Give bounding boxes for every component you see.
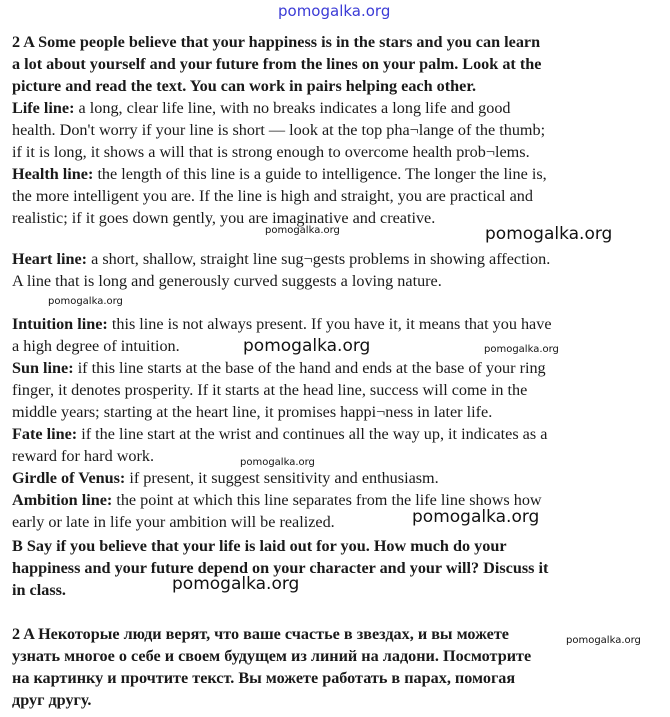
task-ru-line-2: узнать многое о себе и своем будущем из линий на ладони. Посмотрите: [12, 647, 532, 665]
ambition-line-text-1: the point at which this line separates from the life line shows how: [112, 491, 542, 509]
sun-line-term: Sun line:: [12, 359, 74, 377]
task-a-line-1: 2 A Some people believe that your happiness is in the stars and you can learn: [12, 33, 541, 51]
task-b-line-1: B Say if you believe that your life is laid out for you. How much do your: [12, 537, 507, 555]
watermark: pomogalka.org: [243, 336, 371, 356]
watermark-top: pomogalka.org: [278, 2, 391, 20]
watermark: pomogalka.org: [566, 635, 641, 646]
watermark: pomogalka.org: [412, 507, 540, 527]
fate-line-term: Fate line:: [12, 425, 78, 443]
task-ru-line-4: друг другу.: [12, 691, 92, 709]
intuition-line-text-2: a high degree of intuition.: [12, 337, 180, 355]
heart-line-text-2: A line that is long and generously curved suggests a loving nature.: [12, 272, 442, 290]
heart-line-entry: [12, 248, 550, 270]
task-b-line-2: happiness and your future depend on your character and your will? Discuss it: [12, 559, 549, 577]
life-line-text-2: health. Don't worry if your line is short — look at the top pha¬lange of the thumb;: [12, 121, 546, 139]
girdle-of-venus-text-1: if present, it suggest sensitivity and enthusiasm.: [125, 469, 439, 487]
life-line-term: Life line:: [12, 99, 75, 117]
watermark: pomogalka.org: [265, 225, 340, 236]
health-line-term: Health line:: [12, 165, 94, 183]
sun-line-text-1: if this line starts at the base of the hand and ends at the base of your ring: [73, 359, 546, 377]
health-line-text-1: the length of this line is a guide to intelligence. The longer the line is,: [93, 165, 547, 183]
girdle-of-venus-entry: [12, 467, 439, 489]
sun-line-text-2: finger, it denotes prosperity. If it starts at the head line, success will come in the: [12, 381, 528, 399]
health-line-text-3: realistic; if it goes down gently, you are imaginative and creative.: [12, 209, 436, 227]
heart-line-term: Heart line:: [12, 250, 88, 268]
fate-line-text-2: reward for hard work.: [12, 447, 155, 465]
sun-line-entry: [12, 357, 546, 379]
watermark: pomogalka.org: [485, 224, 613, 244]
life-line-text-3: if it is long, it shows a will that is strong enough to overcome health prob¬lems.: [12, 143, 530, 161]
heart-line-text-1: a short, shallow, straight line sug¬gests problems in showing affection.: [87, 250, 551, 268]
intuition-line-term: Intuition line:: [12, 315, 108, 333]
ambition-line-text-2: early or late in life your ambition will be realized.: [12, 513, 335, 531]
task-ru-line-3: на картинку и прочтите текст. Вы можете работать в парах, помогая: [12, 669, 516, 687]
life-line-entry: [12, 97, 511, 119]
girdle-of-venus-term: Girdle of Venus:: [12, 469, 126, 487]
life-line-text-1: a long, clear life line, with no breaks indicates a long life and good: [74, 99, 511, 117]
health-line-text-2: the more intelligent you are. If the line is high and straight, you are practical and: [12, 187, 533, 205]
fate-line-text-1: if the line start at the wrist and continues all the way up, it indicates as a: [77, 425, 548, 443]
watermark: pomogalka.org: [48, 296, 123, 307]
watermark: pomogalka.org: [172, 574, 300, 594]
task-b-line-3: in class.: [12, 581, 66, 599]
fate-line-entry: [12, 423, 547, 445]
watermark: pomogalka.org: [240, 457, 315, 468]
ambition-line-term: Ambition line:: [12, 491, 113, 509]
intuition-line-entry: [12, 313, 552, 335]
sun-line-text-3: middle years; starting at the heart line, it promises happi¬ness in later life.: [12, 403, 493, 421]
intuition-line-text-1: this line is not always present. If you have it, it means that you have: [107, 315, 552, 333]
task-a-line-3: picture and read the text. You can work in pairs helping each other.: [12, 77, 477, 95]
task-ru-line-1: 2 A Некоторые люди верят, что ваше счастье в звездах, и вы можете: [12, 625, 509, 643]
health-line-entry: [12, 163, 547, 185]
watermark: pomogalka.org: [484, 344, 559, 355]
task-a-line-2: a lot about yourself and your future from the lines on your palm. Look at the: [12, 55, 542, 73]
